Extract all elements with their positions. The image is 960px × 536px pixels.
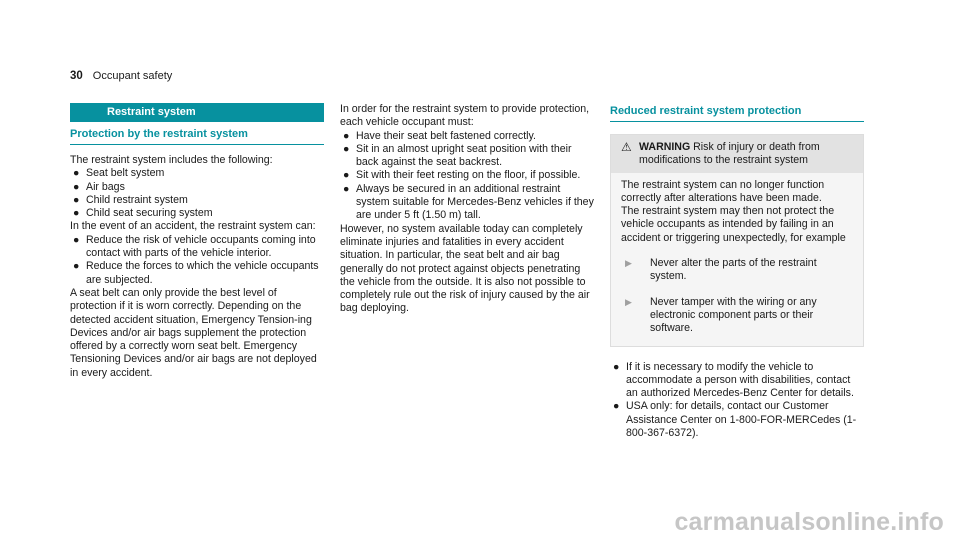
page-header <box>70 70 172 83</box>
intro-text: In order for the restraint system to provide protection, each vehicle occupant must: <box>340 103 590 129</box>
bullet-icon: ● <box>613 360 620 373</box>
warning-heading <box>639 141 853 168</box>
warning-paragraph: The restraint system can no longer function correctly after alterations have been made. <box>621 178 825 204</box>
intro-text: The restraint system includes the following: <box>70 154 273 166</box>
section-banner: Restraint system <box>70 103 324 122</box>
bullet-icon: ● <box>343 169 350 182</box>
arrow-right-icon: ▶ <box>625 258 632 269</box>
watermark: carmanualsonline.info <box>674 507 944 536</box>
warning-box <box>610 134 864 347</box>
bullet-icon: ● <box>343 142 350 155</box>
list-item: ● If it is necessary to modify the vehicle to accommodate a person with disabilities, contact an authorized Mercedes-Benz Center for details. <box>613 360 854 400</box>
warning-label: WARNING <box>639 141 691 153</box>
bullet-icon: ● <box>73 233 80 246</box>
page-number: 30 <box>70 70 83 82</box>
seat-belt-paragraph: A seat belt can only provide the best level of protection if it is worn correctly. Depending on the detected accident situation, Emergency Tension-ing Devices and/or air bags supplement the protection offered by a correctly worn seat belt. Emergency Tensioning Devices and/or air bags are not deployed in every accident. <box>70 286 317 379</box>
warning-title: Risk of injury or death from modifications to the restraint system <box>639 141 820 167</box>
list-item: ● Reduce the risk of vehicle occupants coming into contact with parts of the vehicle interior. <box>73 233 316 260</box>
column-1 <box>70 103 324 380</box>
subheading-reduced-protection: Reduced restraint system protection <box>610 103 864 122</box>
bullet-icon: ● <box>73 193 80 206</box>
warning-body <box>611 173 863 346</box>
action-item: ▶ Never tamper with the wiring or any electronic component parts or their software. <box>621 296 853 336</box>
list-item: ● Reduce the forces to which the vehicle occupants are subjected. <box>73 260 319 286</box>
requirements-list <box>340 130 594 223</box>
list-item: ● Seat belt system <box>73 167 165 180</box>
bullet-icon: ● <box>343 129 350 142</box>
warning-paragraph: The restraint system may then not protect the vehicle occupants as intended by failing in an accident or triggering unexpectedly, for example <box>621 205 846 244</box>
warning-triangle-icon: ⚠ <box>621 140 632 154</box>
bullet-icon: ● <box>73 167 80 180</box>
bullet-icon: ● <box>73 260 80 273</box>
column-2 <box>340 103 594 316</box>
modification-list <box>610 361 864 441</box>
list-item: ● Child restraint system <box>73 193 188 206</box>
event-text: In the event of an accident, the restraint system can: <box>70 220 316 233</box>
section-title: Occupant safety <box>92 70 173 82</box>
abilities-list <box>70 234 324 287</box>
bullet-icon: ● <box>343 182 350 195</box>
limitations-paragraph: However, no system available today can completely eliminate injuries and fatalities in every accident situation. In particular, the seat belt and air bag generally do not protect against objects penetrating the vehicle from the outside. It is also not possible to completely rule out the risk of injury caused by the air bag deploying. <box>340 222 590 315</box>
list-item: ● Sit with their feet resting on the floor, if possible. <box>343 169 581 182</box>
list-item: ● USA only: for details, contact our Customer Assistance Center on 1-800-FOR-MERCedes (1-800-367-6372). <box>613 400 857 440</box>
subheading-protection: Protection by the restraint system <box>70 126 324 145</box>
components-list <box>70 167 324 220</box>
arrow-right-icon: ▶ <box>625 296 632 307</box>
warning-header <box>611 135 863 173</box>
list-item: ● Air bags <box>73 180 125 193</box>
list-item: ● Child seat securing system <box>73 207 213 220</box>
bullet-icon: ● <box>73 207 80 220</box>
list-item: ● Have their seat belt fastened correctly. <box>343 129 536 142</box>
list-item: ● Always be secured in an additional restraint system suitable for Mercedes-Benz vehicles if they are under 5 ft (1.50 m) tall. <box>343 182 594 222</box>
column-3 <box>610 103 864 440</box>
bullet-icon: ● <box>613 400 620 413</box>
bullet-icon: ● <box>73 180 80 193</box>
action-item: ▶ Never alter the parts of the restraint system. <box>621 257 853 284</box>
list-item: ● Sit in an almost upright seat position with their back against the seat backrest. <box>343 142 572 169</box>
